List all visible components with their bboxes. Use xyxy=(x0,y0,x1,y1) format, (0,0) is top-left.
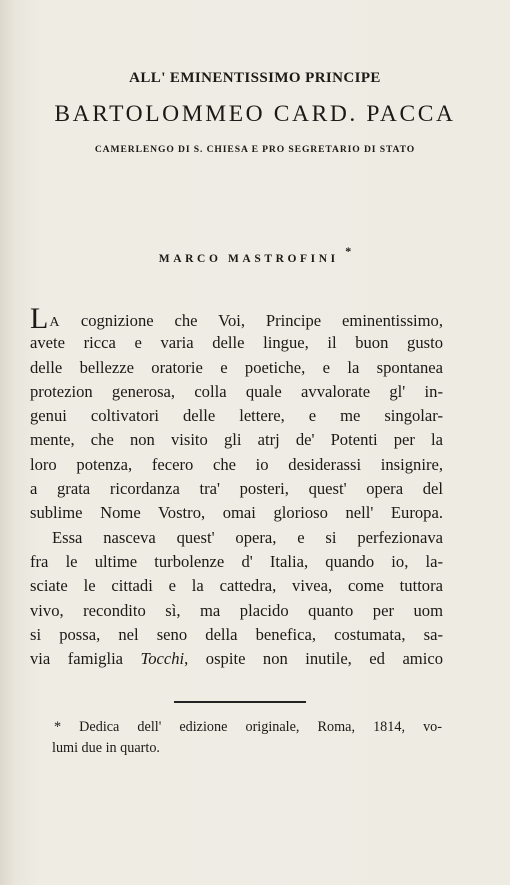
body-line-9: sublime Nome Vostro, omai glorioso nell' Europa. xyxy=(30,503,443,523)
body-line-5: genui coltivatori delle lettere, e me singolar- xyxy=(30,406,443,426)
body-line-11: fra le ultime turbolenze d' Italia, quando io, la- xyxy=(30,551,443,571)
body-line-6: mente, che non visito gli atrj de' Potenti per la xyxy=(30,430,443,450)
body-line-14: si possa, nel seno della benefica, costumata, sa- xyxy=(30,624,443,644)
body-line-3: delle bellezze oratorie e poetiche, e la spontanea xyxy=(30,357,443,377)
body-line-4: protezion generosa, colla quale avvalorate gl' in- xyxy=(30,381,443,401)
body-line-7: loro potenza, fecero che io desiderassi insignire, xyxy=(30,454,443,474)
body-line-1-text: cognizione che Voi, Principe eminentissimo, xyxy=(59,311,443,330)
drop-cap-continuation: A xyxy=(49,315,60,330)
body-line-13: vivo, recondito sì, ma placido quanto per uom xyxy=(30,600,443,620)
body-line-2: avete ricca e varia delle lingue, il buon gusto xyxy=(30,333,443,353)
author-line xyxy=(0,246,510,265)
italic-name: Tocchi xyxy=(140,649,185,669)
dedication-heading-titles: CAMERLENGO DI S. CHIESA E PRO SEGRETARIO DI STATO xyxy=(94,144,416,155)
footnote-line-1: * Dedica dell' edizione originale, Roma, 1814, vo- xyxy=(54,719,442,735)
body-line-15 xyxy=(30,647,443,671)
author-name: MARCO MASTROFINI xyxy=(158,252,339,265)
footnote xyxy=(44,717,442,759)
footnote-marker: * xyxy=(345,244,352,258)
dedication-heading-name: BARTOLOMMEO CARD. PACCA xyxy=(54,101,456,127)
dedication-heading-line-1: ALL' EMINENTISSIMO PRINCIPE xyxy=(129,70,381,86)
body-line-10: Essa nasceva quest' opera, e si perfezionava xyxy=(52,527,443,547)
footnote-line-2: lumi due in quarto. xyxy=(52,740,160,756)
body-line-8: a grata ricordanza tra' posteri, quest' opera del xyxy=(30,479,443,499)
body-line-12: sciate le cittadi e la cattedra, vivea, come tuttora xyxy=(30,576,443,596)
body-line-1 xyxy=(30,302,443,335)
dedication-body xyxy=(30,302,443,671)
drop-cap: L xyxy=(30,302,49,335)
body-line-15-pre: via famiglia xyxy=(30,649,141,669)
footnote-divider xyxy=(174,701,306,703)
body-line-15-post: , ospite non inutile, ed amico xyxy=(184,649,443,669)
